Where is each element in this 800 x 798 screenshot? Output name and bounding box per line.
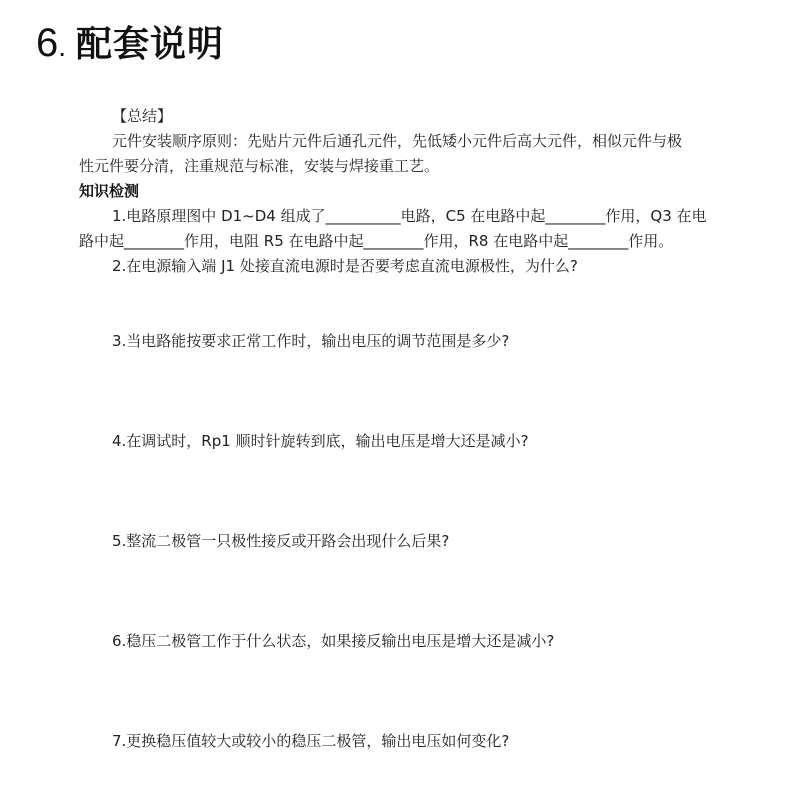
- summary-label: 【总结】: [112, 107, 173, 125]
- question-5: 5.整流二极管一只极性接反或开路会出现什么后果?: [112, 532, 450, 550]
- summary-block: [79, 104, 749, 279]
- question-6: 6.稳压二极管工作于什么状态，如果接反输出电压是增大还是减小?: [112, 632, 555, 650]
- question-7: 7.更换稳压值较大或较小的稳压二极管，输出电压如何变化?: [112, 732, 510, 750]
- knowledge-check-title: 知识检测: [79, 182, 140, 200]
- section-number-dot: .: [58, 31, 67, 62]
- question-1-line-2: 路中起________作用，电阻 R5 在电路中起________作用，R8 在电路中起________作用。: [79, 232, 674, 250]
- section-heading: [36, 16, 224, 72]
- section-number: 6: [36, 21, 59, 65]
- question-4: 4.在调试时，Rp1 顺时针旋转到底，输出电压是增大还是减小?: [112, 432, 529, 450]
- summary-text-line-1: 元件安装顺序原则：先贴片元件后通孔元件，先低矮小元件后高大元件，相似元件与极: [112, 132, 683, 150]
- question-3: 3.当电路能按要求正常工作时，输出电压的调节范围是多少?: [112, 332, 510, 350]
- section-title: 配套说明: [76, 24, 225, 65]
- question-2: 2.在电源输入端 J1 处接直流电源时是否要考虑直流电源极性，为什么?: [112, 257, 578, 275]
- summary-text-line-2: 性元件要分清，注重规范与标准，安装与焊接重工艺。: [79, 157, 440, 175]
- question-1-line-1: 1.电路原理图中 D1~D4 组成了__________电路，C5 在电路中起________作用，Q3 在电: [112, 207, 707, 225]
